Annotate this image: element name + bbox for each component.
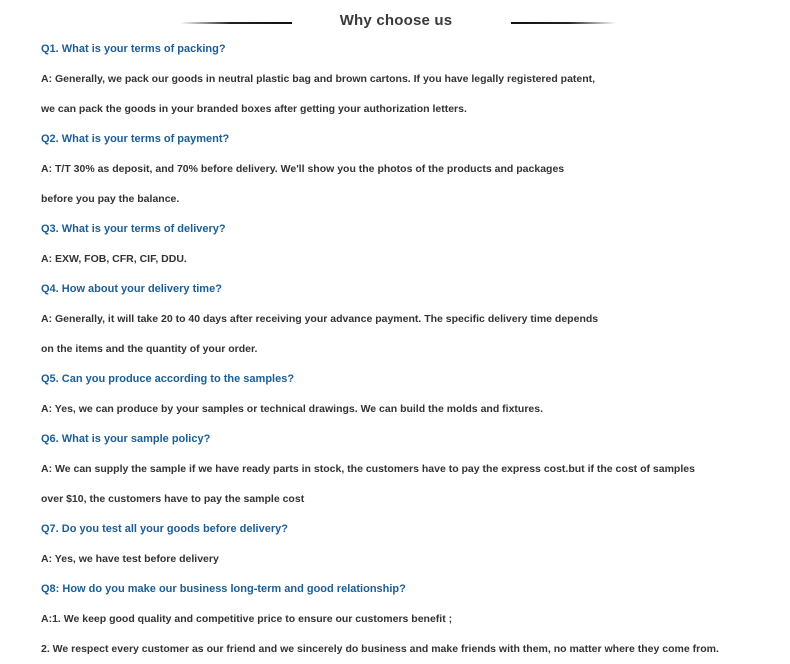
faq-answer-2-line-2: before you pay the balance. bbox=[41, 193, 180, 205]
faq-question-5: Q5. Can you produce according to the samples? bbox=[41, 373, 295, 385]
faq-answer-1-line-1: A: Generally, we pack our goods in neutral plastic bag and brown cartons. If you have legally registered patent, bbox=[41, 73, 596, 85]
faq-question-8: Q8: How do you make our business long-term and good relationship? bbox=[41, 583, 406, 595]
faq-answer-8-line-2: 2. We respect every customer as our friend and we sincerely do business and make friends with them, no matter where they come from. bbox=[41, 643, 719, 655]
faq-answer-8-line-1: A:1. We keep good quality and competitive price to ensure our customers benefit ; bbox=[41, 613, 453, 625]
faq-question-2: Q2. What is your terms of payment? bbox=[41, 133, 230, 145]
faq-question-3: Q3. What is your terms of delivery? bbox=[41, 223, 226, 235]
faq-answer-6-line-1: A: We can supply the sample if we have ready parts in stock, the customers have to pay the express cost.but if the cost of samples bbox=[41, 463, 695, 475]
faq-answer-6-line-2: over $10, the customers have to pay the sample cost bbox=[41, 493, 305, 505]
faq-answer-4-line-1: A: Generally, it will take 20 to 40 days after receiving your advance payment. The specific delivery time depends bbox=[41, 313, 599, 325]
faq-question-7: Q7. Do you test all your goods before delivery? bbox=[41, 523, 288, 535]
faq-answer-2-line-1: A: T/T 30% as deposit, and 70% before delivery. We'll show you the photos of the products and packages bbox=[41, 163, 565, 175]
faq-list bbox=[41, 34, 781, 664]
faq-question-1: Q1. What is your terms of packing? bbox=[41, 43, 226, 55]
header-divider-left bbox=[180, 22, 292, 24]
faq-answer-1-line-2: we can pack the goods in your branded boxes after getting your authorization letters. bbox=[41, 103, 467, 115]
faq-answer-4-line-2: on the items and the quantity of your order. bbox=[41, 343, 258, 355]
faq-answer-5-line-1: A: Yes, we can produce by your samples or technical drawings. We can build the molds and fixtures. bbox=[41, 403, 543, 415]
header-divider-right bbox=[511, 22, 616, 24]
faq-answer-3-line-1: A: EXW, FOB, CFR, CIF, DDU. bbox=[41, 253, 187, 265]
section-title: Why choose us bbox=[339, 12, 453, 29]
faq-answer-7-line-1: A: Yes, we have test before delivery bbox=[41, 553, 219, 565]
faq-question-4: Q4. How about your delivery time? bbox=[41, 283, 222, 295]
faq-question-6: Q6. What is your sample policy? bbox=[41, 433, 211, 445]
